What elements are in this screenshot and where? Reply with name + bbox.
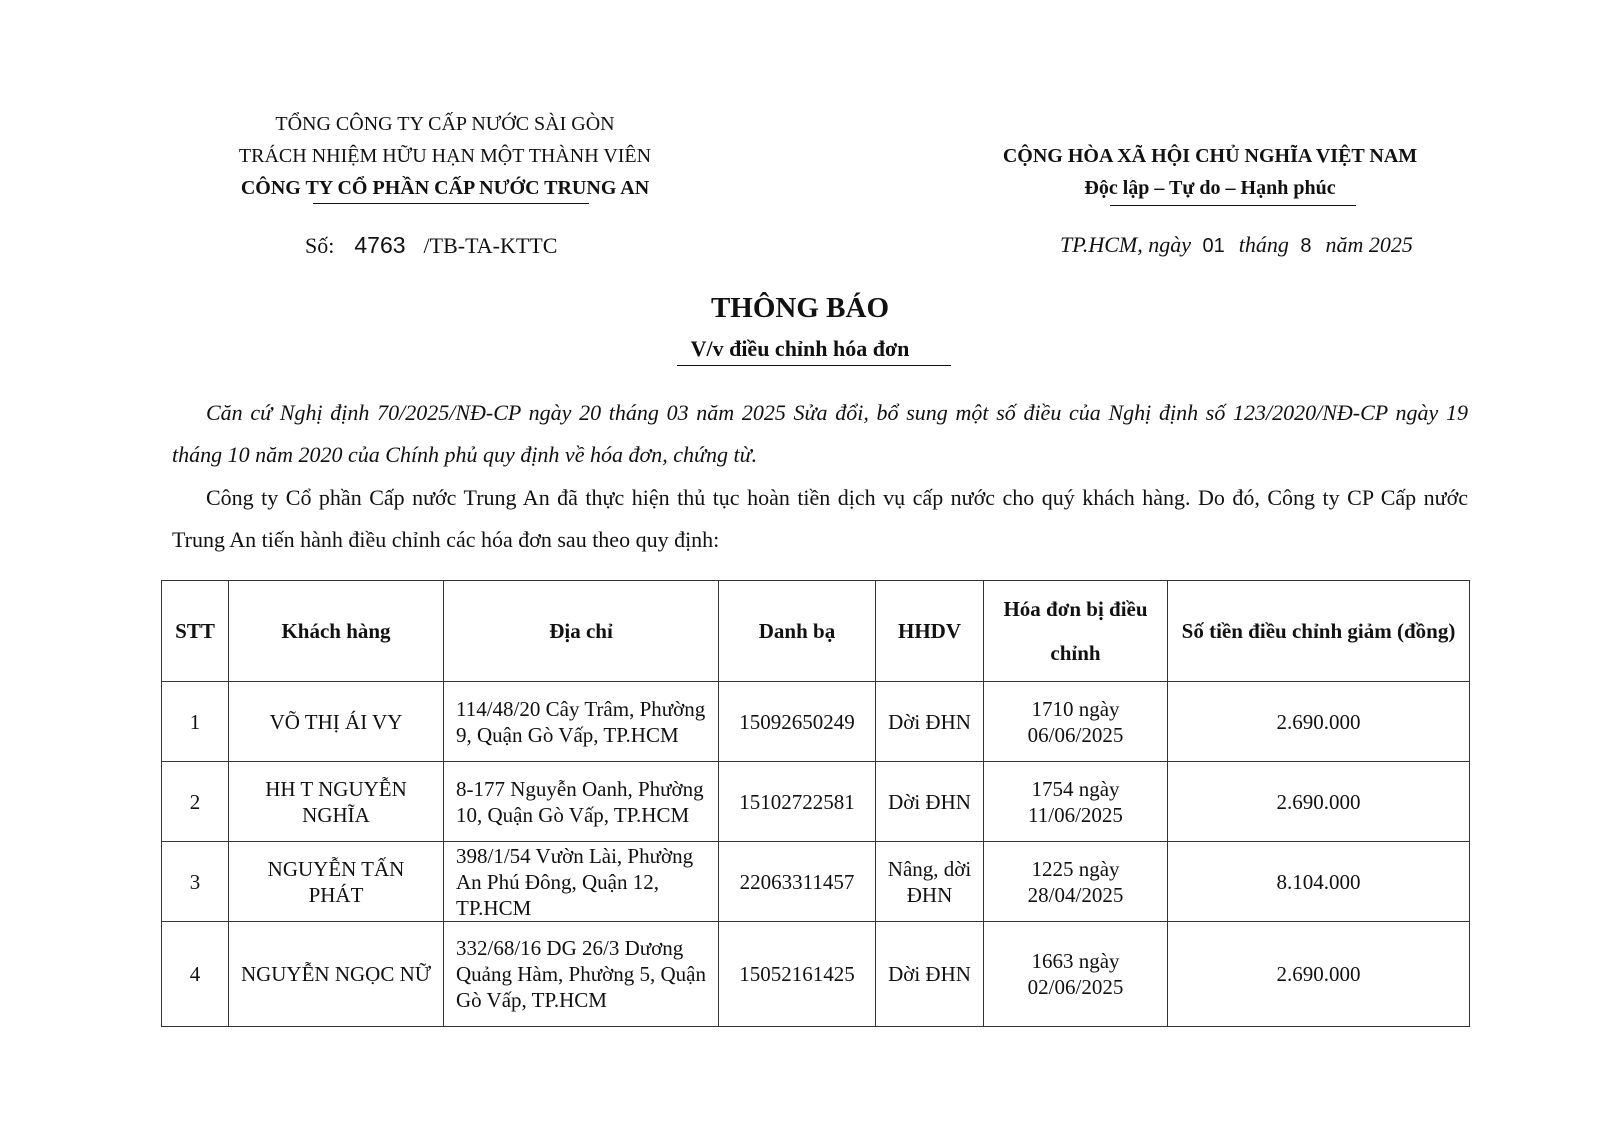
date-place: TP.HCM, ngày [1060,232,1191,257]
national-header [960,140,1460,204]
cell-customer: NGUYỄN TẤN PHÁT [229,842,444,922]
header-customer: Khách hàng [229,581,444,682]
header-stt: STT [162,581,229,682]
legal-basis-text: Căn cứ Nghị định 70/2025/NĐ-CP ngày 20 tháng 03 năm 2025 Sửa đổi, bổ sung một số điều của Nghị định số 123/2020/NĐ-CP ngày 19 tháng 10 năm 2020 của Chính phủ quy định về hóa đơn, chứng từ. [172,400,1468,467]
cell-stt: 4 [162,922,229,1027]
motto-underline [1110,205,1356,206]
cell-customer: HH T NGUYỄN NGHĨA [229,762,444,842]
cell-service: Dời ĐHN [876,762,984,842]
cell-account: 15102722581 [719,762,876,842]
doc-number-prefix: Số: [305,233,335,258]
cell-stt: 1 [162,682,229,762]
issuer-header [180,108,710,204]
cell-invoice: 1710 ngày 06/06/2025 [984,682,1168,762]
table-row [162,842,1470,922]
cell-service: Nâng, dời ĐHN [876,842,984,922]
date-day: 01 [1202,235,1225,257]
invoice-adjustment-table [161,580,1470,1027]
cell-stt: 2 [162,762,229,842]
cell-amount: 8.104.000 [1168,842,1470,922]
cell-service: Dời ĐHN [876,682,984,762]
cell-amount: 2.690.000 [1168,762,1470,842]
parent-org-type-line: TRÁCH NHIỆM HỮU HẠN MỘT THÀNH VIÊN [238,145,652,167]
table-row [162,922,1470,1027]
cell-address: 332/68/16 DG 26/3 Dương Quảng Hàm, Phường 5, Quận Gò Vấp, TP.HCM [444,922,719,1027]
header-amount: Số tiền điều chỉnh giảm (đồng) [1168,581,1470,682]
legal-basis-paragraph [172,392,1468,476]
cell-address: 114/48/20 Cây Trâm, Phường 9, Quận Gò Vấp, TP.HCM [444,682,719,762]
cell-stt: 3 [162,842,229,922]
cell-account: 15052161425 [719,922,876,1027]
cell-account: 15092650249 [719,682,876,762]
cell-invoice: 1663 ngày 02/06/2025 [984,922,1168,1027]
cell-customer: NGUYỄN NGỌC NỮ [229,922,444,1027]
page-title: THÔNG BÁO [710,292,890,324]
parent-org-line: TỔNG CÔNG TY CẤP NƯỚC SÀI GÒN [275,113,615,135]
date-year: năm 2025 [1325,232,1413,257]
cell-invoice: 1754 ngày 11/06/2025 [984,762,1168,842]
cell-amount: 2.690.000 [1168,922,1470,1027]
national-motto: Độc lập – Tự do – Hạnh phúc [1084,177,1336,199]
notice-paragraph [172,477,1468,561]
national-name: CỘNG HÒA XÃ HỘI CHỦ NGHĨA VIỆT NAM [1002,145,1418,167]
header-service: HHDV [876,581,984,682]
date-month: 8 [1300,235,1312,257]
page-subtitle: V/v điều chỉnh hóa đơn [690,336,910,361]
doc-number-suffix: /TB-TA-KTTC [423,233,558,258]
cell-service: Dời ĐHN [876,922,984,1027]
header-account: Danh bạ [719,581,876,682]
notice-text: Công ty Cổ phần Cấp nước Trung An đã thực hiện thủ tục hoàn tiền dịch vụ cấp nước cho quý khách hàng. Do đó, Công ty CP Cấp nước Trung An tiến hành điều chỉnh các hóa đơn sau theo quy định: [172,485,1468,552]
document-date [1060,232,1413,258]
company-name-underline [313,203,589,204]
table-row [162,682,1470,762]
header-invoice: Hóa đơn bị điều chỉnh [984,581,1168,682]
cell-account: 22063311457 [719,842,876,922]
cell-invoice: 1225 ngày 28/04/2025 [984,842,1168,922]
cell-amount: 2.690.000 [1168,682,1470,762]
cell-customer: VÕ THỊ ÁI VY [229,682,444,762]
table-header-row [162,581,1470,682]
table-row [162,762,1470,842]
subtitle-underline [677,365,951,366]
cell-address: 398/1/54 Vườn Lài, Phường An Phú Đông, Quận 12, TP.HCM [444,842,719,922]
date-month-label: tháng [1238,232,1289,257]
header-address: Địa chỉ [444,581,719,682]
company-name: CÔNG TY CỔ PHẦN CẤP NƯỚC TRUNG AN [240,177,650,199]
cell-address: 8-177 Nguyễn Oanh, Phường 10, Quận Gò Vấp, TP.HCM [444,762,719,842]
document-number [305,232,557,259]
doc-number-value: 4763 [354,232,406,258]
